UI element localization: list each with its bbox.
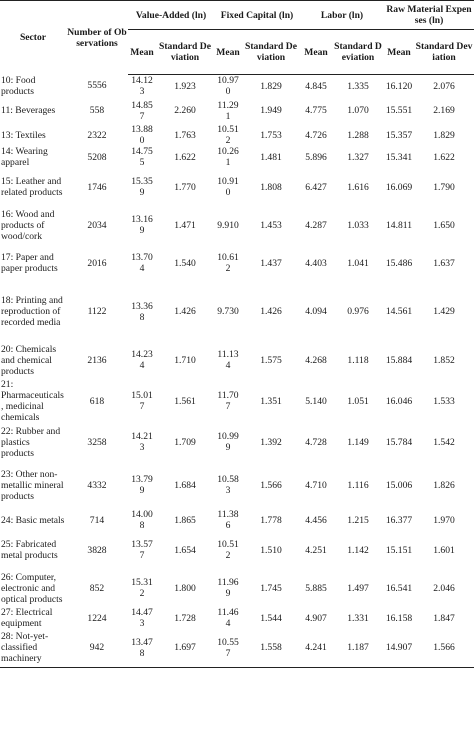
fc-mean-cell: 11.134 <box>217 349 239 371</box>
value-added-header: Value-Added (ln) <box>128 1 214 30</box>
va-mean-cell: 14.123 <box>131 75 153 97</box>
fc-sd-cell: 1.566 <box>260 479 282 491</box>
rm-sd-cell: 1.542 <box>433 436 455 448</box>
sector-cell: 21: Pharmaceuticals, medicinal chemicals <box>1 379 64 423</box>
rm-mean-cell: 14.811 <box>386 219 413 231</box>
table-row <box>0 531 474 569</box>
table-row <box>0 97 474 124</box>
sector-cell: 13: Textiles <box>1 129 46 141</box>
rm-sd-cell: 2.169 <box>433 105 455 116</box>
va-mean-cell: 14.213 <box>131 431 153 453</box>
va-sd-cell: 1.710 <box>174 354 196 366</box>
lab-mean-cell: 5.885 <box>305 582 327 594</box>
va-mean-cell: 14.473 <box>131 607 153 629</box>
va-mean-cell: 13.577 <box>131 539 153 561</box>
va-mean-cell: 14.008 <box>131 509 153 531</box>
va-sd-cell: 1.622 <box>174 151 196 163</box>
fc-mean-cell: 10.612 <box>217 252 239 274</box>
rm-mean-cell: 16.046 <box>385 395 413 407</box>
table-row <box>0 607 474 629</box>
fc-mean-cell: 10.910 <box>217 176 239 198</box>
rm-mean-cell: 15.486 <box>385 257 413 269</box>
table-row <box>0 629 474 667</box>
table-row <box>0 379 474 423</box>
raw-material-header: Raw Material Expenses (ln) <box>384 1 474 30</box>
va-sd-cell: 1.684 <box>174 479 196 491</box>
rm-sd-cell: 1.790 <box>433 181 455 193</box>
fc-mean-cell: 10.512 <box>217 539 239 561</box>
va-sd-cell: 1.561 <box>174 395 196 407</box>
lab-sd-cell: 1.142 <box>347 544 369 556</box>
fc-mean-cell: 11.464 <box>217 607 239 629</box>
rm-sd-header: Standard Deviation <box>414 30 474 75</box>
table-row <box>0 244 474 282</box>
lab-mean-cell: 4.456 <box>305 514 327 526</box>
va-sd-cell: 1.540 <box>174 257 196 269</box>
lab-sd-header: Standard Deviation <box>332 30 384 75</box>
va-mean-cell: 13.368 <box>131 300 153 323</box>
va-mean-cell: 14.234 <box>131 349 153 371</box>
rm-mean-cell: 14.561 <box>385 306 413 317</box>
va-mean-header: Mean <box>128 30 156 75</box>
fc-sd-cell: 1.808 <box>260 181 282 193</box>
lab-sd-cell: 1.116 <box>347 479 369 491</box>
rm-sd-cell: 1.829 <box>433 129 455 141</box>
rm-sd-cell: 1.852 <box>433 354 455 366</box>
rm-sd-cell: 1.429 <box>433 306 455 317</box>
rm-sd-cell: 1.533 <box>433 395 455 407</box>
lab-mean-cell: 4.775 <box>305 105 327 116</box>
labor-header: Labor (ln) <box>300 1 384 30</box>
table-row <box>0 282 474 341</box>
lab-sd-cell: 1.497 <box>347 582 369 594</box>
lab-mean-cell: 4.287 <box>305 219 327 231</box>
observations-cell: 2322 <box>87 129 107 141</box>
fc-mean-cell: 10.583 <box>217 474 239 496</box>
table-row <box>0 206 474 244</box>
va-mean-cell: 15.312 <box>131 577 153 599</box>
sector-cell: 16: Wood and products of wood/cork <box>1 208 55 242</box>
va-mean-cell: 15.017 <box>131 390 153 412</box>
table-row <box>0 423 474 461</box>
fc-sd-cell: 1.558 <box>242 629 300 667</box>
sector-cell: 10: Food products <box>1 74 36 97</box>
rm-sd-cell: 1.566 <box>414 629 474 667</box>
fc-mean-cell: 11.386 <box>217 509 239 531</box>
table-row <box>0 168 474 206</box>
observations-cell: 558 <box>89 105 105 116</box>
sector-cell: 23: Other non-metallic mineral products <box>1 468 64 502</box>
observations-cell: 1746 <box>87 181 107 193</box>
fc-sd-cell: 1.544 <box>260 612 282 624</box>
va-mean-cell: 13.880 <box>131 124 153 146</box>
observations-cell: 5556 <box>87 80 107 92</box>
lab-sd-cell: 0.976 <box>347 306 369 317</box>
table-row <box>0 461 474 509</box>
fc-mean-cell: 10.512 <box>217 124 239 146</box>
lab-mean-cell: 4.268 <box>305 354 327 366</box>
fc-mean-cell: 9.910 <box>217 219 239 231</box>
rm-mean-cell: 16.377 <box>385 514 413 526</box>
va-mean-cell: 13.478 <box>128 629 156 667</box>
lab-mean-cell: 5.140 <box>305 395 327 407</box>
lab-mean-cell: 4.241 <box>300 629 332 667</box>
fc-sd-cell: 1.392 <box>260 436 282 448</box>
sector-cell: 24: Basic metals <box>1 514 65 526</box>
sector-cell: 15: Leather and related products <box>1 176 63 198</box>
sector-cell: 18: Printing and reproduction of recorded media <box>1 295 63 328</box>
fc-sd-cell: 1.426 <box>260 306 282 317</box>
lab-mean-cell: 6.427 <box>305 181 327 193</box>
fc-sd-cell: 1.745 <box>260 582 282 594</box>
rm-sd-cell: 1.826 <box>433 479 455 491</box>
sector-cell: 28: Not-yet-classified machinery <box>0 629 66 667</box>
va-sd-cell: 1.923 <box>174 80 196 92</box>
fc-sd-cell: 1.510 <box>260 544 282 556</box>
rm-sd-cell: 1.622 <box>433 151 455 163</box>
fc-sd-cell: 1.453 <box>260 219 282 231</box>
fc-mean-cell: 11.707 <box>217 390 239 412</box>
fc-sd-cell: 1.575 <box>260 354 282 366</box>
va-sd-cell: 1.800 <box>174 582 196 594</box>
fc-sd-cell: 1.778 <box>260 514 282 526</box>
va-mean-cell: 14.755 <box>131 146 153 168</box>
fc-sd-cell: 1.351 <box>260 395 282 407</box>
fc-sd-cell: 1.753 <box>260 129 282 141</box>
lab-sd-cell: 1.118 <box>347 354 369 366</box>
lab-sd-cell: 1.070 <box>347 105 369 116</box>
observations-cell: 2136 <box>87 354 107 366</box>
sector-cell: 20: Chemicals and chemical products <box>1 343 57 377</box>
rm-sd-cell: 2.046 <box>433 582 455 594</box>
fc-sd-header: Standard Deviation <box>242 30 300 75</box>
va-mean-cell: 13.799 <box>131 474 153 496</box>
observations-cell: 2034 <box>87 219 107 231</box>
lab-mean-cell: 4.094 <box>305 306 327 317</box>
fc-sd-cell: 1.481 <box>260 151 282 163</box>
fc-mean-cell: 11.291 <box>217 99 239 122</box>
rm-mean-cell: 15.006 <box>385 479 413 491</box>
rm-mean-cell: 15.884 <box>385 354 413 366</box>
va-sd-header: Standard Deviation <box>156 30 214 75</box>
fc-mean-cell: 10.970 <box>217 75 239 97</box>
lab-mean-cell: 4.726 <box>305 129 327 141</box>
rm-sd-cell: 1.650 <box>433 219 455 231</box>
rm-mean-cell: 14.907 <box>384 629 414 667</box>
lab-sd-cell: 1.327 <box>347 151 369 163</box>
lab-sd-cell: 1.187 <box>332 629 384 667</box>
observations-cell: 714 <box>89 514 105 526</box>
lab-sd-cell: 1.331 <box>347 612 369 624</box>
lab-sd-cell: 1.149 <box>347 436 369 448</box>
lab-sd-cell: 1.616 <box>347 181 369 193</box>
lab-sd-cell: 1.335 <box>347 80 369 92</box>
observations-cell: 3828 <box>87 544 107 556</box>
rm-sd-cell: 2.076 <box>433 80 455 92</box>
fc-sd-cell: 1.949 <box>260 105 282 116</box>
lab-sd-cell: 1.051 <box>347 395 369 407</box>
lab-sd-cell: 1.215 <box>347 514 369 526</box>
sector-cell: 22: Rubber and plastics products <box>1 425 61 459</box>
observations-cell: 942 <box>66 629 128 667</box>
fc-sd-cell: 1.437 <box>260 257 282 269</box>
lab-sd-cell: 1.041 <box>347 257 369 269</box>
observations-cell: 5208 <box>87 151 107 163</box>
fixed-capital-header: Fixed Capital (ln) <box>214 1 300 30</box>
rm-mean-cell: 15.551 <box>385 105 413 116</box>
va-sd-cell: 2.260 <box>174 105 196 116</box>
table-row <box>0 569 474 607</box>
sector-cell: 27: Electrical equipment <box>1 607 53 629</box>
sector-cell: 25: Fabricated metal products <box>1 539 58 561</box>
rm-sd-cell: 1.970 <box>433 514 455 526</box>
sector-cell: 11: Beverages <box>1 105 56 116</box>
fc-mean-cell: 10.261 <box>217 146 239 168</box>
observations-header: Number of Observations <box>66 1 128 75</box>
lab-sd-cell: 1.288 <box>347 129 369 141</box>
va-mean-cell: 15.359 <box>131 176 153 198</box>
fc-mean-cell: 11.969 <box>217 577 239 599</box>
sector-header: Sector <box>0 1 66 75</box>
sector-cell: 17: Paper and paper products <box>1 252 58 274</box>
lab-mean-cell: 4.907 <box>305 612 327 624</box>
observations-cell: 4332 <box>87 479 107 491</box>
table-body <box>0 75 474 668</box>
observations-cell: 2016 <box>87 257 107 269</box>
observations-cell: 852 <box>89 582 105 594</box>
observations-cell: 1224 <box>87 612 107 624</box>
lab-mean-cell: 4.845 <box>305 80 327 92</box>
va-sd-cell: 1.697 <box>156 629 214 667</box>
rm-sd-cell: 1.601 <box>433 544 455 556</box>
observations-cell: 618 <box>89 395 105 407</box>
lab-sd-cell: 1.033 <box>347 219 369 231</box>
rm-mean-cell: 16.069 <box>385 181 413 193</box>
fc-sd-cell: 1.829 <box>260 80 282 92</box>
table-row <box>0 124 474 146</box>
rm-mean-cell: 15.357 <box>385 129 413 141</box>
va-sd-cell: 1.426 <box>174 306 196 317</box>
va-sd-cell: 1.471 <box>174 219 196 231</box>
rm-mean-header: Mean <box>384 30 414 75</box>
rm-sd-cell: 1.847 <box>433 612 455 624</box>
rm-mean-cell: 15.151 <box>385 544 413 556</box>
va-sd-cell: 1.709 <box>174 436 196 448</box>
va-sd-cell: 1.654 <box>174 544 196 556</box>
table-row <box>0 146 474 168</box>
lab-mean-header: Mean <box>300 30 332 75</box>
fc-mean-cell: 10.557 <box>214 629 242 667</box>
rm-mean-cell: 15.784 <box>385 436 413 448</box>
observations-cell: 1122 <box>87 306 107 317</box>
rm-mean-cell: 16.120 <box>385 80 413 92</box>
rm-mean-cell: 16.541 <box>385 582 413 594</box>
va-mean-cell: 13.169 <box>131 214 153 236</box>
lab-mean-cell: 5.896 <box>305 151 327 163</box>
table-row <box>0 509 474 531</box>
va-mean-cell: 13.704 <box>131 252 153 274</box>
table-row <box>0 341 474 379</box>
rm-sd-cell: 1.637 <box>433 257 455 269</box>
table-row <box>0 75 474 98</box>
fc-mean-cell: 9.730 <box>217 306 239 317</box>
observations-cell: 3258 <box>87 436 107 448</box>
fc-mean-header: Mean <box>214 30 242 75</box>
sector-cell: 14: Wearing apparel <box>1 146 48 168</box>
fc-mean-cell: 10.999 <box>217 431 239 453</box>
lab-mean-cell: 4.403 <box>305 257 327 269</box>
lab-mean-cell: 4.251 <box>305 544 327 556</box>
lab-mean-cell: 4.728 <box>305 436 327 448</box>
va-sd-cell: 1.865 <box>174 514 196 526</box>
sector-cell: 26: Computer, electronic and optical products <box>1 571 63 605</box>
table-header <box>0 1 474 75</box>
va-sd-cell: 1.763 <box>174 129 196 141</box>
rm-mean-cell: 15.341 <box>385 151 413 163</box>
va-sd-cell: 1.728 <box>174 612 196 624</box>
lab-mean-cell: 4.710 <box>305 479 327 491</box>
va-mean-cell: 14.857 <box>131 99 153 122</box>
va-sd-cell: 1.770 <box>174 181 196 193</box>
rm-mean-cell: 16.158 <box>385 612 413 624</box>
